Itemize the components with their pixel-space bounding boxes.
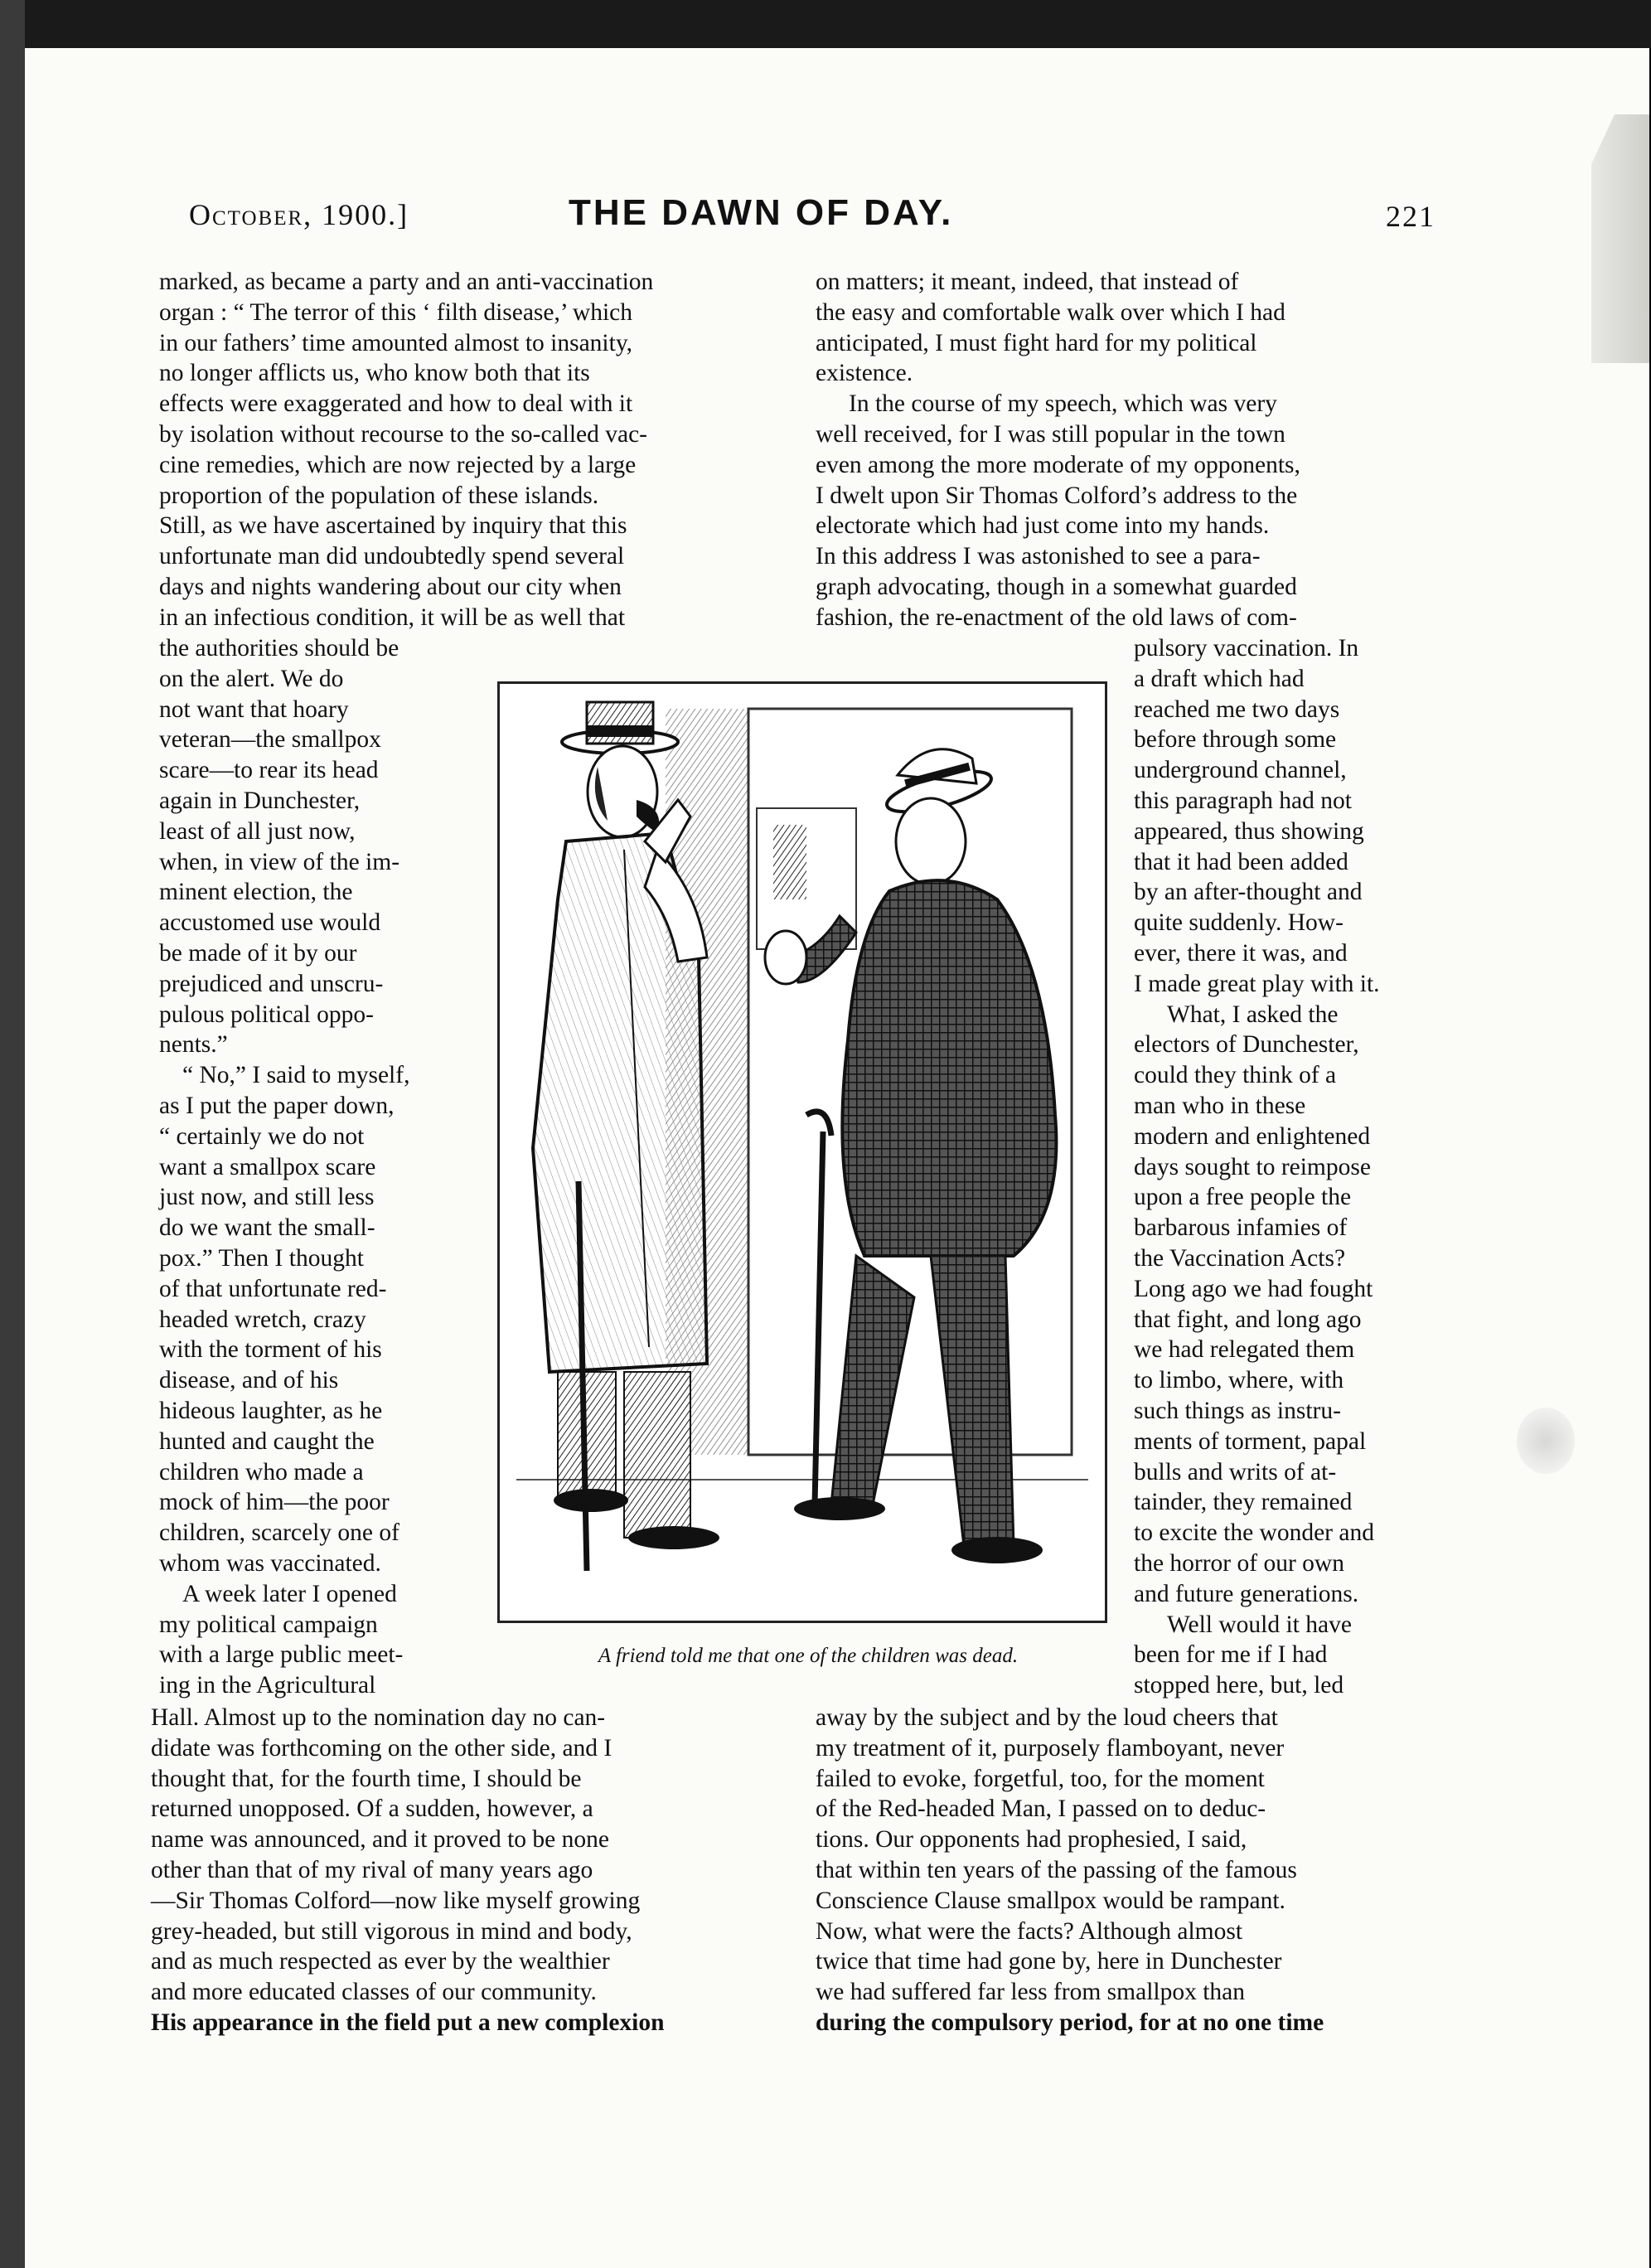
text-line: In this address I was astonished to see a para- [816, 543, 1261, 570]
text-line: been for me if I had [1134, 1641, 1328, 1669]
text-line: this paragraph had not [1134, 787, 1352, 814]
text-line: reached me two days [1134, 695, 1340, 723]
text-line: before through some [1134, 726, 1337, 754]
text-line: by isolation without recourse to the so-called vac- [159, 420, 648, 448]
text-line: effects were exaggerated and how to deal with it [159, 390, 633, 418]
right-column-top [816, 267, 1436, 633]
text-line: and more educated classes of our community. [151, 1979, 597, 2006]
text-line: barbarous infamies of [1134, 1214, 1348, 1242]
two-men-talking-engraving [500, 684, 1105, 1621]
text-line: of the Red-headed Man, I passed on to deduc- [816, 1796, 1266, 1823]
text-line: tainder, they remained [1134, 1489, 1353, 1516]
text-line: to excite the wonder and [1134, 1519, 1374, 1547]
page-number: 221 [1386, 200, 1436, 233]
text-line: quite suddenly. How- [1134, 909, 1344, 937]
running-header [159, 192, 1436, 242]
text-line: accustomed use would [159, 909, 381, 937]
text-line: tions. Our opponents had prophesied, I said, [816, 1826, 1247, 1854]
text-line: minent election, the [159, 879, 353, 906]
text-line: cine remedies, which are now rejected by a large [159, 451, 637, 478]
page-corner-tab [1591, 114, 1649, 363]
text-line: bulls and writs of at- [1134, 1458, 1337, 1485]
text-line: “ certainly we do not [159, 1122, 365, 1150]
text-line: Now, what were the facts? Although almost [816, 1917, 1243, 1945]
text-line: underground channel, [1134, 757, 1347, 784]
text-line: I made great play with it. [1134, 970, 1380, 997]
text-line: graph advocating, though in a somewhat guarded [816, 573, 1297, 600]
text-line: nents.” [159, 1031, 228, 1059]
text-line: ing in the Agricultural [159, 1672, 376, 1699]
text-line: during the compulsory period, for at no one time [816, 2009, 1324, 2036]
text-line: unfortunate man did undoubtedly spend several [159, 543, 625, 570]
text-line: the horror of our own [1134, 1549, 1344, 1577]
text-line: do we want the small- [159, 1214, 375, 1242]
text-line: prejudiced and unscru- [159, 970, 384, 997]
scan-top-edge [0, 0, 1651, 48]
text-line: days and nights wandering about our city when [159, 573, 622, 600]
text-line: even among the more moderate of my opponents, [816, 451, 1300, 478]
text-line: In the course of my speech, which was very [849, 390, 1277, 418]
text-line: on the alert. We do [159, 665, 344, 692]
text-line: electorate which had just come into my hands. [816, 512, 1270, 540]
text-line: disease, and of his [159, 1367, 339, 1394]
text-line: Well would it have [1167, 1611, 1352, 1638]
text-line: the authorities should be [159, 635, 399, 662]
text-line: such things as instru- [1134, 1397, 1341, 1424]
right-column-narrow [1134, 633, 1436, 1701]
text-line: pulsory vaccination. In [1134, 635, 1359, 662]
text-line: and future generations. [1134, 1580, 1359, 1607]
illustration-caption: A friend told me that one of the children was dead. [598, 1645, 1019, 1667]
text-line: Still, as we have ascertained by inquiry that this [159, 512, 627, 540]
text-line: my political campaign [159, 1611, 378, 1638]
text-line: organ : “ The terror of this ‘ filth disease,’ which [159, 298, 632, 326]
text-line: in our fathers’ time amounted almost to insanity, [159, 329, 633, 356]
text-line: ever, there it was, and [1134, 939, 1348, 967]
text-line: children, scarcely one of [159, 1519, 399, 1547]
text-line: Conscience Clause smallpox would be rampant. [816, 1887, 1285, 1914]
text-line: ments of torment, papal [1134, 1427, 1367, 1455]
text-line: fashion, the re-enactment of the old laws of com- [816, 603, 1297, 631]
text-line: What, I asked the [1167, 1001, 1339, 1028]
text-line: scare—to rear its head [159, 757, 379, 784]
engraving-illustration [497, 681, 1107, 1623]
header-date: October, 1900.] [189, 198, 409, 231]
text-line: returned unopposed. Of a sudden, however, a [151, 1796, 593, 1823]
text-line: well received, for I was still popular in the town [816, 420, 1285, 448]
text-line: I dwelt upon Sir Thomas Colford’s address to the [816, 482, 1298, 509]
text-line: existence. [816, 360, 913, 387]
text-line: whom was vaccinated. [159, 1549, 381, 1577]
text-line: anticipated, I must fight hard for my political [816, 329, 1257, 356]
text-line: when, in view of the im- [159, 848, 400, 875]
text-line: on matters; it meant, indeed, that instead of [816, 269, 1239, 295]
text-line: pox.” Then I thought [159, 1244, 364, 1272]
text-line: no longer afflicts us, who know both that its [159, 360, 590, 387]
text-line: my treatment of it, purposely flamboyant, never [816, 1734, 1285, 1762]
text-line: least of all just now, [159, 817, 356, 845]
text-line: name was announced, and it proved to be none [151, 1826, 609, 1854]
text-line: failed to evoke, forgetful, too, for the moment [816, 1765, 1265, 1792]
text-line: marked, as became a party and an anti-vaccination [159, 269, 654, 295]
text-line: twice that time had gone by, here in Dunchester [816, 1948, 1282, 1975]
text-line: a draft which had [1134, 665, 1305, 692]
text-line: the easy and comfortable walk over which I had [816, 298, 1285, 326]
text-line: upon a free people the [1134, 1184, 1352, 1211]
text-line: thought that, for the fourth time, I should be [151, 1765, 582, 1792]
text-line: with a large public meet- [159, 1641, 404, 1669]
text-line: mock of him—the poor [159, 1489, 390, 1516]
magazine-title: THE DAWN OF DAY. [569, 192, 954, 233]
scan-binding-edge [0, 0, 25, 2268]
text-line: headed wretch, crazy [159, 1306, 366, 1333]
text-line: that fight, and long ago [1134, 1306, 1362, 1333]
text-line: —Sir Thomas Colford—now like myself growing [151, 1887, 641, 1914]
text-line: of that unfortunate red- [159, 1275, 387, 1302]
text-line: in an infectious condition, it will be as well that [159, 603, 626, 631]
left-column-bottom [151, 1703, 779, 2038]
text-line: proportion of the population of these islands. [159, 482, 599, 509]
text-line: appeared, thus showing [1134, 817, 1364, 845]
text-line: to limbo, where, with [1134, 1367, 1344, 1394]
text-line: “ No,” I said to myself, [182, 1062, 410, 1089]
text-line: man who in these [1134, 1092, 1306, 1119]
text-line: not want that hoary [159, 695, 349, 723]
text-line: as I put the paper down, [159, 1092, 395, 1119]
text-line: A week later I opened [182, 1580, 397, 1607]
text-line: we had relegated them [1134, 1336, 1355, 1364]
text-line: again in Dunchester, [159, 787, 361, 814]
text-line: away by the subject and by the loud cheers that [816, 1704, 1278, 1731]
text-line: Hall. Almost up to the nomination day no can- [151, 1704, 606, 1731]
text-line: the Vaccination Acts? [1134, 1244, 1346, 1272]
text-line: be made of it by our [159, 939, 357, 967]
text-line: hunted and caught the [159, 1427, 375, 1455]
text-line: electors of Dunchester, [1134, 1031, 1359, 1059]
text-line: by an after-thought and [1134, 879, 1363, 906]
text-line: just now, and still less [159, 1184, 375, 1211]
text-line: pulous political oppo- [159, 1001, 374, 1028]
text-line: stopped here, but, led [1134, 1672, 1344, 1699]
text-line: His appearance in the field put a new complexion [151, 2009, 665, 2036]
text-line: veteran—the smallpox [159, 726, 381, 754]
right-column-bottom [816, 1703, 1436, 2038]
text-line: Long ago we had fought [1134, 1275, 1373, 1302]
text-line: didate was forthcoming on the other side, and I [151, 1734, 612, 1762]
text-line: could they think of a [1134, 1062, 1337, 1089]
left-column-top [159, 267, 779, 633]
text-line: hideous laughter, as he [159, 1397, 383, 1424]
text-line: modern and enlightened [1134, 1122, 1371, 1150]
text-line: other than that of my rival of many years ago [151, 1856, 593, 1883]
left-column-narrow [159, 633, 462, 1701]
text-line: children who made a [159, 1458, 364, 1485]
text-line: that within ten years of the passing of the famous [816, 1856, 1297, 1883]
text-line: grey-headed, but still vigorous in mind and body, [151, 1917, 632, 1945]
text-line: that it had been added [1134, 848, 1348, 875]
text-line: we had suffered far less from smallpox than [816, 1979, 1246, 2006]
paper-stain [1517, 1408, 1575, 1474]
text-line: want a smallpox scare [159, 1153, 376, 1180]
text-line: days sought to reimpose [1134, 1153, 1371, 1180]
text-line: with the torment of his [159, 1336, 382, 1364]
text-line: and as much respected as ever by the wealthier [151, 1948, 610, 1975]
